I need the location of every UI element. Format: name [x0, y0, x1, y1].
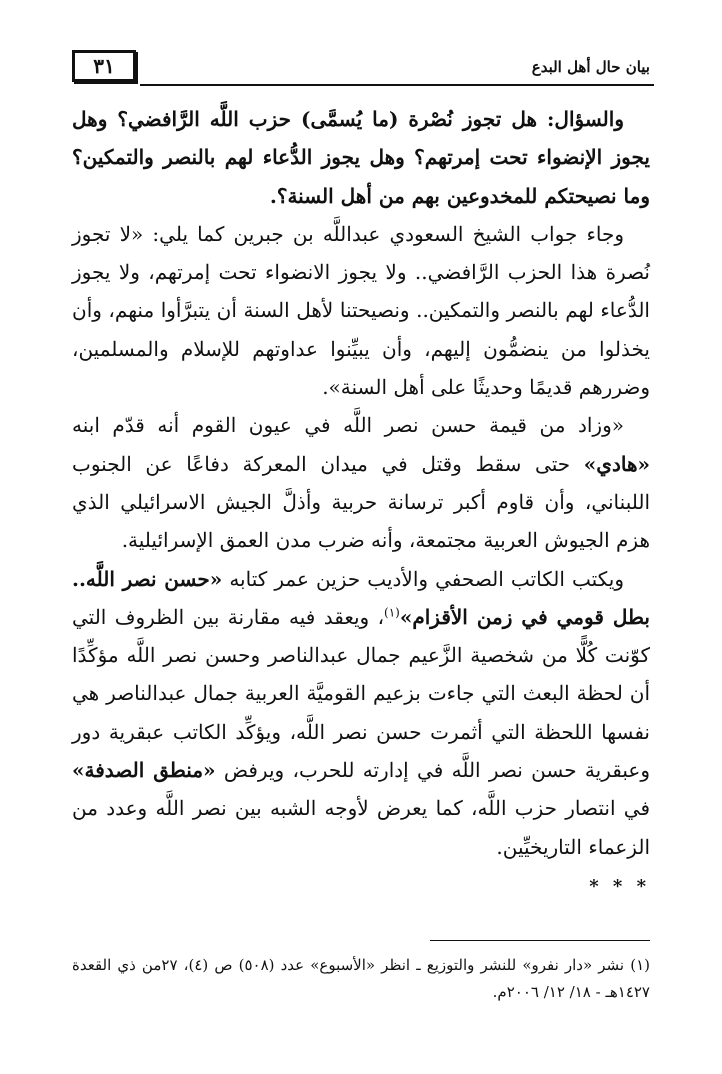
book-title: «حسن نصر اللَّه.. بطل قومي في زمن الأقزام»	[72, 566, 650, 629]
book-bold-phrase: «منطق الصدفة»	[72, 758, 216, 783]
quote-text-start: «وزاد من قيمة حسن نصر اللَّه في عيون القوم أنه قدّم ابنه	[72, 413, 624, 438]
quote-bold-name: «هادي»	[583, 451, 650, 476]
footnote-rule	[430, 940, 650, 941]
book-text-end: في انتصار حزب اللَّه، كما يعرض لأوجه الشبه بين نصر اللَّه وعدد من الزعماء التاريخيِّين.	[72, 796, 650, 859]
quote-text-end: حتى سقط وقتل في ميدان المعركة دفاعًا عن الجنوب اللبناني، وأن قاوم أكبر ترسانة حربية وأذلَّ الجيش الاسرائيلي الذي هزم الجيوش العربية مجتمعة، وأنه ضرب مدن العمق الإسرائيلية.	[72, 451, 650, 553]
book-paragraph	[72, 560, 650, 866]
quote-paragraph	[72, 406, 650, 559]
header-rule	[140, 84, 654, 86]
page-number: ٣١	[72, 50, 136, 82]
running-header-title: بيان حال أهل البدع	[531, 58, 650, 76]
answer-paragraph: وجاء جواب الشيخ السعودي عبداللَّه بن جبرين كما يلي: «لا تجوز نُصرة هذا الحزب الرَّافضي.. ولا يجوز الانضواء تحت إمرتهم، ولا يجوز الدُّعاء لهم بالنصر والتمكين.. ونصيحتنا لأهل السنة أن يتبرَّأوا منهم، وأن يخذلوا من ينضمُّون إليهم، وأن يبيِّنوا عداوتهم للإسلام والمسلمين، وضررهم قديمًا وحديثًا على أهل السنة».	[72, 221, 650, 400]
question-paragraph: والسؤال: هل تجوز نُصْرة (ما يُسمَّى) حزب اللَّه الرَّافضي؟ وهل يجوز الإنضواء تحت إمرتهم؟ وهل يجوز الدُّعاء لهم بالنصر والتمكين؟ وما نصيحتكم للمخدوعين بهم من أهل السنة؟.	[72, 107, 650, 208]
body-text	[72, 100, 650, 906]
book-text-start: ويكتب الكاتب الصحفي والأديب حزين عمر كتابه	[222, 566, 624, 591]
footnote-reference[interactable]: (١)	[384, 605, 400, 620]
section-separator: * * *	[589, 875, 650, 897]
book-text-middle: ، ويعقد فيه مقارنة بين الظروف التي كوّنت كُلًّا من شخصية الزَّعيم جمال عبدالناصر وحسن نصر اللَّه مؤكِّدًا أن لحظة البعث التي جاءت بزعيم القوميَّة العربية جمال عبدالناصر هي نفسها اللحظة التي أثمرت حسن نصر اللَّه، ويؤكِّد الكاتب عبقرية دور وعبقرية حسن نصر اللَّه في إدارته للحرب، ويرفض	[72, 604, 651, 783]
footnote-text: (١) نشر «دار نفرو» للنشر والتوزيع ـ انظر «الأسبوع» عدد (٥٠٨) ص (٤)، ٢٧من ذي القعدة ١٤٢٧هـ - ١٨/ ١٢/ ٢٠٠٦م.	[72, 956, 650, 1001]
